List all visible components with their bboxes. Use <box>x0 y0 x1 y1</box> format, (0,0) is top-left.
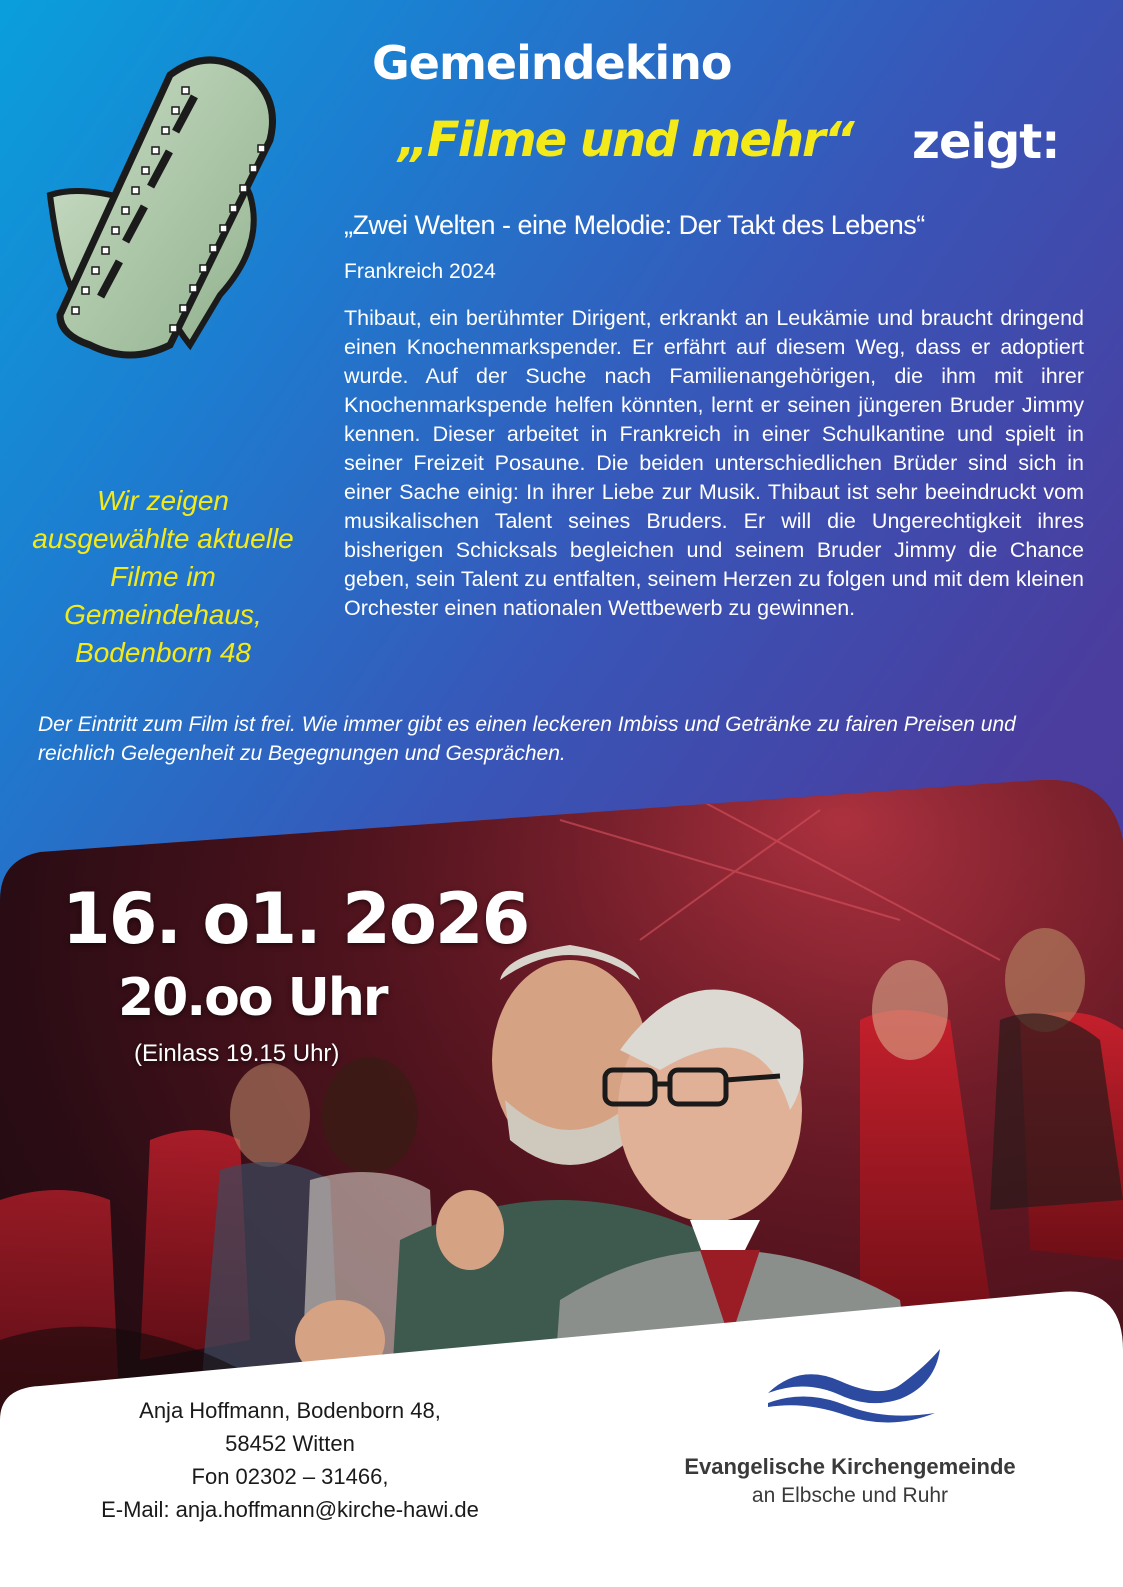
logo-name: Evangelische Kirchengemeinde <box>684 1454 1016 1479</box>
event-time: 20.oo Uhr <box>118 968 387 1028</box>
admission-note: Der Eintritt zum Film ist frei. Wie immer gibt es einen leckeren Imbiss und Getränke zu fairen Preisen und reichlich Gelegenheit zu Begegnungen und Gesprächen. <box>38 713 1016 765</box>
logo-subtitle: an Elbsche und Ruhr <box>751 1484 949 1507</box>
film-strip-icon <box>20 45 310 365</box>
contact-email[interactable]: E-Mail: anja.hoffmann@kirche-hawi.de <box>101 1497 479 1522</box>
contact-name-address: Anja Hoffmann, Bodenborn 48, <box>139 1398 441 1423</box>
movie-country-year: Frankreich 2024 <box>344 260 496 283</box>
event-date: 16. o1. 2o26 <box>62 878 529 960</box>
title-suffix: zeigt: <box>912 114 1060 170</box>
movie-description: Thibaut, ein berühmter Dirigent, erkrankt an Leukämie und braucht dringend einen Knochenmarkspender. Er erfährt auf diesem Weg, dass er adoptiert wurde. Auf der Suche nach Familienangehörigen, die ihm mit ihrer Knochenmarkspende helfen könnten, lernt er seinen jüngeren Bruder Jimmy kennen. Dieser arbeitet in Frankreich in einer Schulkantine und spielt in seiner Freizeit Posaune. Die beiden unterschiedlichen Brüder sind sich in einer Sache einig: In ihrer Liebe zur Musik. Thibaut ist sehr beeindruckt vom musikalischen Talent seines Bruders. Er will die Ungerechtigkeit ihres bisherigen Schicksals begleichen und seinem Bruder Jimmy die Chance geben, sein Talent zu entfalten, seinem Herzen zu folgen und mit dem kleinen Orchester einen nationalen Wettbewerb zu gewinnen. <box>344 306 1084 620</box>
contact-phone: Fon 02302 – 31466, <box>191 1464 389 1489</box>
series-name: „Filme und mehr“ <box>398 112 853 168</box>
side-note: Wir zeigen ausgewählte aktuelle Filme im Gemeindehaus, Bodenborn 48 <box>32 485 294 668</box>
page-title: Gemeindekino <box>372 36 732 90</box>
movie-title: „Zwei Welten - eine Melodie: Der Takt des Lebens“ <box>344 210 925 240</box>
waves-logo-icon <box>760 1345 950 1425</box>
contact-city: 58452 Witten <box>225 1431 355 1456</box>
entry-time: (Einlass 19.15 Uhr) <box>134 1040 340 1067</box>
contact-info <box>40 1394 540 1526</box>
